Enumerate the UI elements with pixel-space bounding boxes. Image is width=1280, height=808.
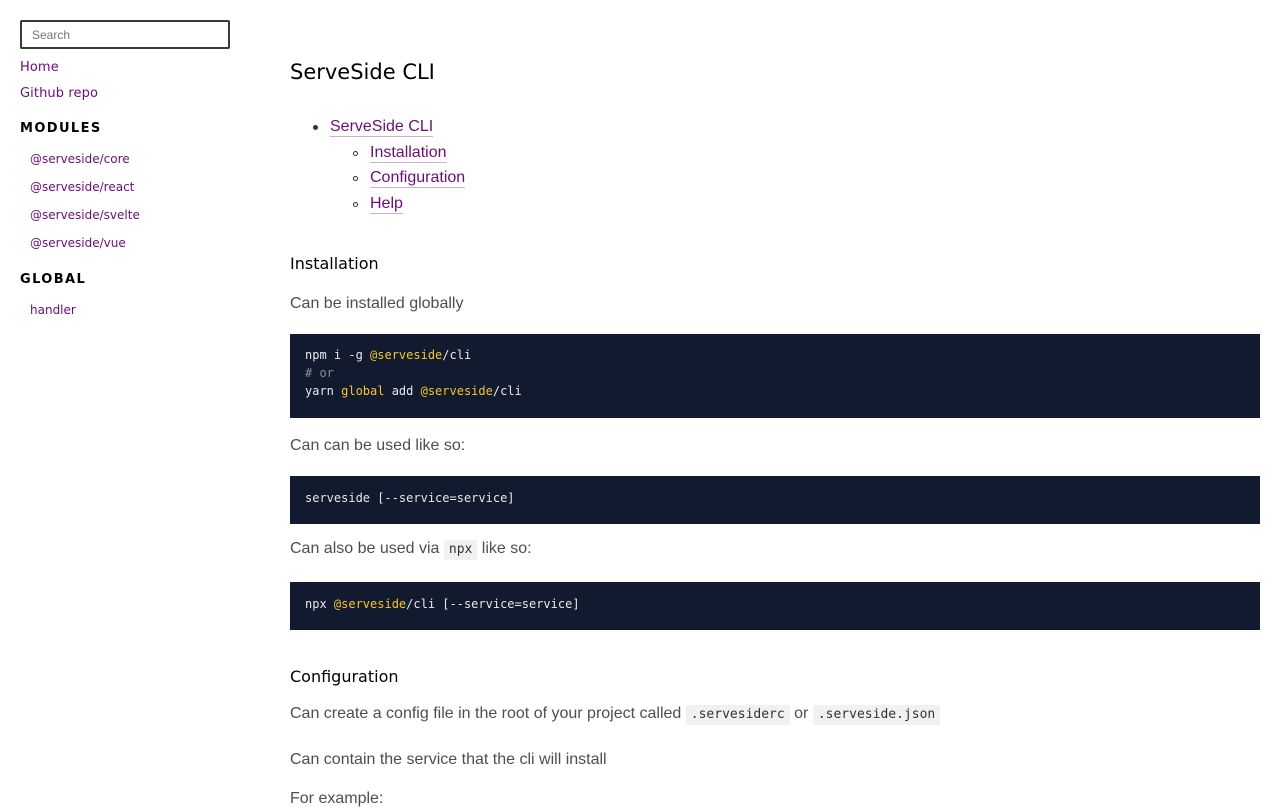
code-line: yarn global add @serveside/cli	[305, 384, 522, 398]
toc-link-configuration[interactable]: Configuration	[370, 169, 466, 186]
configuration-heading: Configuration	[290, 667, 399, 686]
inline-code-servesiderc: .servesiderc	[686, 705, 790, 725]
code-comment: # or	[305, 366, 334, 380]
installation-paragraph: Can be installed globally	[290, 295, 464, 312]
toc-bullet	[353, 202, 358, 207]
modules-heading: MODULES	[20, 121, 102, 136]
config-paragraph: Can create a config file in the root of your project called .servesiderc or .serveside.json	[290, 705, 940, 725]
code-line: npm i -g @serveside/cli	[305, 348, 472, 362]
nav-link-github-repo[interactable]: Github repo	[20, 86, 99, 101]
toc-link-installation[interactable]: Installation	[370, 144, 447, 161]
code-line: npx @serveside/cli [--service=service]	[305, 597, 580, 611]
usage-paragraph: Can can be used like so:	[290, 437, 466, 454]
toc-bullet	[353, 151, 358, 156]
toc-link-help[interactable]: Help	[370, 195, 403, 212]
inline-code-serveside-json: .serveside.json	[813, 705, 940, 725]
installation-heading: Installation	[290, 254, 379, 273]
module-link-vue[interactable]: @serveside/vue	[30, 236, 126, 250]
module-link-react[interactable]: @serveside/react	[30, 180, 135, 194]
toc-bullet	[353, 176, 358, 181]
npx-paragraph: Can also be used via npx like so:	[290, 540, 532, 560]
global-link-handler[interactable]: handler	[30, 303, 76, 317]
code-block-npx	[290, 582, 1260, 630]
inline-code-npx: npx	[444, 540, 477, 560]
code-block-usage	[290, 476, 1260, 524]
example-paragraph: For example:	[290, 790, 384, 807]
global-heading: GLOBAL	[20, 272, 87, 287]
code-block-install	[290, 334, 1260, 418]
code-line: serveside [--service=service]	[305, 491, 515, 505]
module-link-core[interactable]: @serveside/core	[30, 152, 130, 166]
toc-bullet	[313, 125, 318, 130]
toc-link-serveside-cli[interactable]: ServeSide CLI	[330, 118, 434, 135]
sidebar	[0, 0, 250, 800]
config-service-paragraph: Can contain the service that the cli will install	[290, 751, 607, 768]
module-link-svelte[interactable]: @serveside/svelte	[30, 208, 140, 222]
page-title: ServeSide CLI	[290, 60, 435, 84]
main-content	[290, 0, 1260, 807]
search-input[interactable]	[20, 20, 230, 49]
nav-link-home[interactable]: Home	[20, 60, 59, 75]
